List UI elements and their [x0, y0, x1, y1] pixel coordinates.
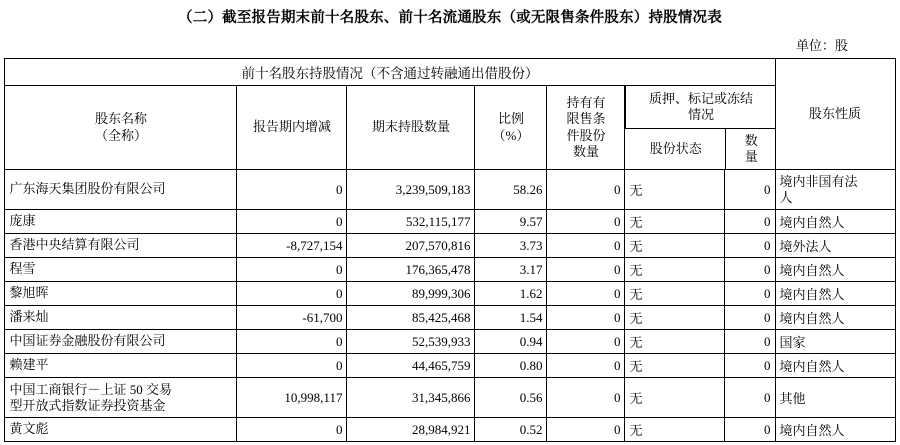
cell-change-in-period: -8,727,154 — [237, 234, 347, 258]
header-ratio-line1: 比例 — [497, 111, 524, 127]
cell-shares-held-end: 207,570,816 — [347, 234, 475, 258]
header-pledge-line1: 质押、标记或冻结 — [648, 90, 753, 106]
header-ratio — [475, 86, 547, 170]
cell-restricted-shares: 0 — [547, 170, 625, 210]
header-restricted-line2: 限售条 — [566, 111, 606, 127]
cell-ratio: 0.94 — [475, 330, 547, 354]
cell-ratio: 3.17 — [475, 258, 547, 282]
table-row — [5, 258, 895, 282]
cell-pledge-quantity: 0 — [725, 354, 775, 378]
cell-shares-held-end: 532,115,177 — [347, 210, 475, 234]
cell-pledge-quantity: 0 — [725, 306, 775, 330]
table-caption-row — [5, 59, 895, 86]
cell-shareholder-type: 境内自然人 — [775, 418, 895, 442]
cell-shares-held-end: 28,984,921 — [347, 418, 475, 442]
cell-shareholder-type: 境内自然人 — [775, 258, 895, 282]
cell-shares-held-end: 31,345,866 — [347, 378, 475, 418]
cell-shareholder-name — [5, 378, 237, 418]
header-restricted-line4: 数量 — [572, 143, 599, 159]
cell-shareholder-name: 赖建平 — [5, 354, 237, 378]
cell-shareholder-name: 黎旭晖 — [5, 282, 237, 306]
cell-shareholder-name: 香港中央结算有限公司 — [5, 234, 237, 258]
cell-shareholder-name-line2: 型开放式指数证券投资基金 — [9, 397, 166, 413]
cell-ratio: 0.52 — [475, 418, 547, 442]
cell-shareholder-type: 境内自然人 — [775, 282, 895, 306]
cell-restricted-shares: 0 — [547, 210, 625, 234]
cell-shareholder-type: 国家 — [775, 330, 895, 354]
table-row — [5, 282, 895, 306]
cell-pledge-quantity: 0 — [725, 282, 775, 306]
cell-shareholder-type-line1: 境内非国有法 — [779, 173, 858, 189]
cell-shareholder-name: 潘来灿 — [5, 306, 237, 330]
cell-shares-held-end: 3,239,509,183 — [347, 170, 475, 210]
cell-restricted-shares: 0 — [547, 418, 625, 442]
cell-ratio: 1.54 — [475, 306, 547, 330]
cell-ratio: 1.62 — [475, 282, 547, 306]
header-change-in-period: 报告期内增减 — [237, 86, 347, 170]
cell-share-status: 无 — [625, 418, 725, 442]
cell-pledge-quantity: 0 — [725, 170, 775, 210]
cell-ratio: 0.80 — [475, 354, 547, 378]
cell-shareholder-type: 其他 — [775, 378, 895, 418]
cell-pledge-quantity: 0 — [725, 418, 775, 442]
table-header-row — [5, 86, 895, 170]
header-shareholder-name-line1: 股东名称 — [94, 111, 147, 127]
table-row — [5, 306, 895, 330]
cell-shareholder-type: 境内自然人 — [775, 306, 895, 330]
header-ratio-line2: （%） — [492, 127, 530, 143]
cell-change-in-period: 0 — [237, 282, 347, 306]
table-row — [5, 210, 895, 234]
cell-change-in-period: 0 — [237, 418, 347, 442]
cell-shares-held-end: 176,365,478 — [347, 258, 475, 282]
header-share-status: 股份状态 — [626, 129, 726, 170]
header-restricted-line3: 件股份 — [566, 127, 606, 143]
cell-pledge-quantity: 0 — [725, 210, 775, 234]
cell-shares-held-end: 89,999,306 — [347, 282, 475, 306]
cell-restricted-shares: 0 — [547, 354, 625, 378]
table-row — [5, 330, 895, 354]
cell-restricted-shares: 0 — [547, 378, 625, 418]
cell-shareholder-name: 黄文彪 — [5, 418, 237, 442]
header-restricted-line1: 持有有 — [566, 95, 606, 110]
cell-shareholder-type: 境内自然人 — [775, 210, 895, 234]
cell-ratio: 58.26 — [475, 170, 547, 210]
cell-shareholder-type: 境内自然人 — [775, 354, 895, 378]
cell-ratio: 0.56 — [475, 378, 547, 418]
cell-share-status: 无 — [625, 282, 725, 306]
cell-shares-held-end: 85,425,468 — [347, 306, 475, 330]
table-row — [5, 418, 895, 442]
page-title: （二）截至报告期末前十名股东、前十名流通股东（或无限售条件股东）持股情况表 — [178, 10, 722, 26]
cell-shareholder-name: 程雪 — [5, 258, 237, 282]
cell-ratio: 9.57 — [475, 210, 547, 234]
cell-shareholder-name: 庞康 — [5, 210, 237, 234]
cell-change-in-period: 0 — [237, 258, 347, 282]
header-restricted-shares — [547, 86, 625, 170]
cell-shareholder-type: 境外法人 — [775, 234, 895, 258]
cell-change-in-period: 10,998,117 — [237, 378, 347, 418]
cell-pledge-quantity: 0 — [725, 330, 775, 354]
header-quantity-line1: 数 — [744, 133, 758, 149]
table-caption: 前十名股东持股情况（不含通过转融通出借股份） — [5, 59, 775, 86]
shareholders-table — [4, 58, 895, 442]
cell-shareholder-name: 广东海天集团股份有限公司 — [5, 170, 237, 210]
table-body — [5, 170, 895, 442]
header-quantity-line2: 量 — [744, 149, 758, 164]
cell-share-status: 无 — [625, 378, 725, 418]
header-shareholder-name-line2: （全称） — [94, 127, 147, 143]
cell-shareholder-name-line1: 中国工商银行－上证 50 交易 — [9, 381, 172, 397]
table-row — [5, 170, 895, 210]
cell-change-in-period: -61,700 — [237, 306, 347, 330]
cell-restricted-shares: 0 — [547, 330, 625, 354]
cell-restricted-shares: 0 — [547, 282, 625, 306]
header-pledge-group — [625, 86, 775, 170]
cell-ratio: 3.73 — [475, 234, 547, 258]
cell-change-in-period: 0 — [237, 170, 347, 210]
cell-share-status: 无 — [625, 234, 725, 258]
cell-shares-held-end: 52,539,933 — [347, 330, 475, 354]
header-pledge-line2: 情况 — [687, 107, 714, 122]
cell-restricted-shares: 0 — [547, 306, 625, 330]
cell-restricted-shares: 0 — [547, 258, 625, 282]
cell-share-status: 无 — [625, 330, 725, 354]
header-shares-held-end: 期末持股数量 — [347, 86, 475, 170]
header-quantity — [726, 129, 776, 170]
cell-share-status: 无 — [625, 258, 725, 282]
table-row — [5, 378, 895, 418]
cell-shareholder-type-line2: 人 — [779, 189, 793, 205]
cell-change-in-period: 0 — [237, 330, 347, 354]
cell-share-status: 无 — [625, 354, 725, 378]
cell-change-in-period: 0 — [237, 210, 347, 234]
table-row — [5, 354, 895, 378]
cell-pledge-quantity: 0 — [725, 378, 775, 418]
header-shareholder-name — [5, 86, 237, 170]
header-pledge-group-title — [626, 86, 776, 129]
cell-restricted-shares: 0 — [547, 234, 625, 258]
cell-pledge-quantity: 0 — [725, 258, 775, 282]
cell-shareholder-type — [775, 170, 895, 210]
cell-shares-held-end: 44,465,759 — [347, 354, 475, 378]
cell-share-status: 无 — [625, 306, 725, 330]
header-shareholder-type: 股东性质 — [775, 59, 895, 170]
cell-pledge-quantity: 0 — [725, 234, 775, 258]
unit-label: 单位：股 — [795, 38, 848, 53]
table-row — [5, 234, 895, 258]
cell-shareholder-name: 中国证券金融股份有限公司 — [5, 330, 237, 354]
cell-change-in-period: 0 — [237, 354, 347, 378]
cell-share-status: 无 — [625, 170, 725, 210]
cell-share-status: 无 — [625, 210, 725, 234]
